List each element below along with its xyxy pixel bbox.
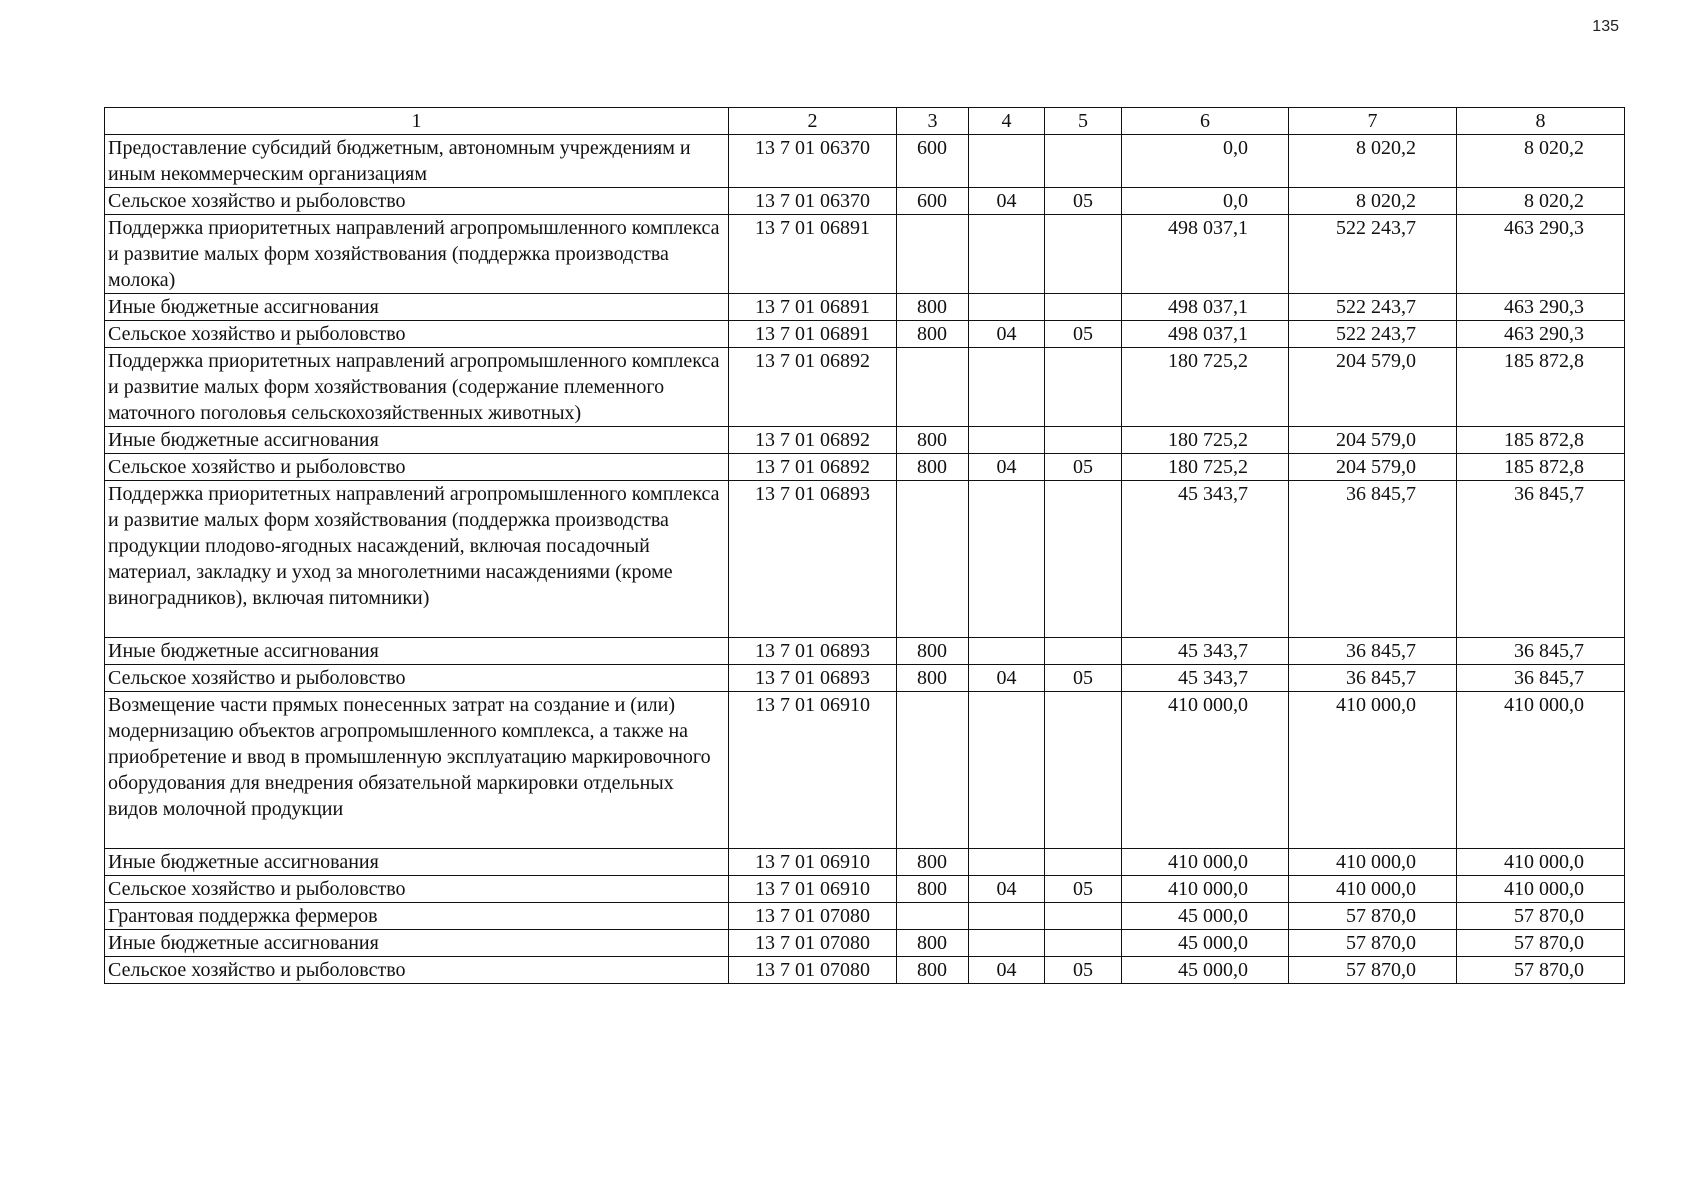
- row-code-cell: 13 7 01 06910: [729, 849, 897, 876]
- table-row: [105, 930, 1625, 957]
- row-subsection-cell: 05: [1045, 454, 1122, 481]
- table-row: [105, 692, 1625, 849]
- row-code-cell: 13 7 01 06893: [729, 665, 897, 692]
- row-section-cell: [969, 849, 1045, 876]
- row-name-cell: Грантовая поддержка фермеров: [105, 903, 729, 930]
- row-vr-cell: 800: [897, 930, 969, 957]
- table-row: [105, 665, 1625, 692]
- row-year3-cell: 185 872,8: [1457, 427, 1625, 454]
- row-code-cell: 13 7 01 06910: [729, 876, 897, 903]
- row-subsection-cell: 05: [1045, 188, 1122, 215]
- header-cell: 5: [1045, 108, 1122, 135]
- table-row: [105, 849, 1625, 876]
- row-year2-cell: 36 845,7: [1289, 481, 1457, 638]
- row-year2-cell: 36 845,7: [1289, 638, 1457, 665]
- row-name-cell: Поддержка приоритетных направлений агропромышленного комплекса и развитие малых форм хозяйствования (поддержка производства продукции плодово-ягодных насаждений, включая посадочный материал, закладку и уход за многолетними насаждениями (кроме виноградников), включая питомники): [105, 481, 729, 638]
- row-subsection-cell: [1045, 215, 1122, 294]
- row-vr-cell: [897, 692, 969, 849]
- row-vr-cell: 800: [897, 427, 969, 454]
- row-year1-cell: 45 000,0: [1122, 957, 1289, 984]
- row-year2-cell: 36 845,7: [1289, 665, 1457, 692]
- row-year1-cell: 45 343,7: [1122, 481, 1289, 638]
- row-subsection-cell: [1045, 692, 1122, 849]
- row-section-cell: 04: [969, 321, 1045, 348]
- header-cell: 6: [1122, 108, 1289, 135]
- row-year3-cell: 410 000,0: [1457, 849, 1625, 876]
- row-year2-cell: 57 870,0: [1289, 957, 1457, 984]
- row-subsection-cell: 05: [1045, 957, 1122, 984]
- row-section-cell: 04: [969, 188, 1045, 215]
- row-subsection-cell: [1045, 135, 1122, 188]
- row-year3-cell: 57 870,0: [1457, 903, 1625, 930]
- row-year3-cell: 185 872,8: [1457, 348, 1625, 427]
- row-section-cell: 04: [969, 454, 1045, 481]
- header-cell: 4: [969, 108, 1045, 135]
- row-code-cell: 13 7 01 06891: [729, 294, 897, 321]
- row-year3-cell: 410 000,0: [1457, 876, 1625, 903]
- budget-table: [104, 107, 1625, 984]
- row-section-cell: [969, 481, 1045, 638]
- row-code-cell: 13 7 01 06370: [729, 188, 897, 215]
- row-section-cell: [969, 930, 1045, 957]
- row-vr-cell: [897, 903, 969, 930]
- row-year2-cell: 57 870,0: [1289, 930, 1457, 957]
- row-year3-cell: 36 845,7: [1457, 638, 1625, 665]
- row-year1-cell: 410 000,0: [1122, 849, 1289, 876]
- row-subsection-cell: [1045, 849, 1122, 876]
- row-year3-cell: 463 290,3: [1457, 294, 1625, 321]
- row-vr-cell: 600: [897, 188, 969, 215]
- row-subsection-cell: [1045, 930, 1122, 957]
- row-year1-cell: 45 000,0: [1122, 903, 1289, 930]
- table-row: [105, 903, 1625, 930]
- table-row: [105, 188, 1625, 215]
- row-subsection-cell: [1045, 294, 1122, 321]
- row-name-cell: Сельское хозяйство и рыболовство: [105, 188, 729, 215]
- row-section-cell: [969, 903, 1045, 930]
- row-vr-cell: 800: [897, 454, 969, 481]
- table-row: [105, 427, 1625, 454]
- row-year2-cell: 522 243,7: [1289, 321, 1457, 348]
- row-subsection-cell: 05: [1045, 876, 1122, 903]
- header-cell: 7: [1289, 108, 1457, 135]
- row-year3-cell: 57 870,0: [1457, 930, 1625, 957]
- row-code-cell: 13 7 01 07080: [729, 930, 897, 957]
- row-year3-cell: 463 290,3: [1457, 215, 1625, 294]
- row-year3-cell: 185 872,8: [1457, 454, 1625, 481]
- row-year2-cell: 8 020,2: [1289, 188, 1457, 215]
- row-year3-cell: 463 290,3: [1457, 321, 1625, 348]
- row-name-cell: Поддержка приоритетных направлений агропромышленного комплекса и развитие малых форм хозяйствования (поддержка производства молока): [105, 215, 729, 294]
- header-cell: 1: [105, 108, 729, 135]
- row-year1-cell: 45 343,7: [1122, 638, 1289, 665]
- row-name-cell: Иные бюджетные ассигнования: [105, 930, 729, 957]
- row-subsection-cell: [1045, 348, 1122, 427]
- row-vr-cell: 800: [897, 321, 969, 348]
- row-name-cell: Сельское хозяйство и рыболовство: [105, 665, 729, 692]
- row-year1-cell: 45 000,0: [1122, 930, 1289, 957]
- row-section-cell: [969, 135, 1045, 188]
- row-year1-cell: 498 037,1: [1122, 294, 1289, 321]
- row-year2-cell: 204 579,0: [1289, 348, 1457, 427]
- row-code-cell: 13 7 01 06892: [729, 427, 897, 454]
- row-code-cell: 13 7 01 06891: [729, 321, 897, 348]
- row-year1-cell: 0,0: [1122, 188, 1289, 215]
- row-year2-cell: 410 000,0: [1289, 849, 1457, 876]
- table-body: [105, 135, 1625, 984]
- row-section-cell: 04: [969, 957, 1045, 984]
- row-section-cell: [969, 638, 1045, 665]
- header-row: [105, 108, 1625, 135]
- row-name-cell: Сельское хозяйство и рыболовство: [105, 454, 729, 481]
- row-year1-cell: 498 037,1: [1122, 215, 1289, 294]
- row-name-cell: Иные бюджетные ассигнования: [105, 294, 729, 321]
- row-code-cell: 13 7 01 06892: [729, 454, 897, 481]
- row-year2-cell: 522 243,7: [1289, 215, 1457, 294]
- row-year3-cell: 36 845,7: [1457, 481, 1625, 638]
- row-year2-cell: 204 579,0: [1289, 427, 1457, 454]
- row-vr-cell: 800: [897, 876, 969, 903]
- table-row: [105, 481, 1625, 638]
- row-year3-cell: 410 000,0: [1457, 692, 1625, 849]
- row-vr-cell: 800: [897, 665, 969, 692]
- row-section-cell: [969, 692, 1045, 849]
- row-name-cell: Предоставление субсидий бюджетным, автономным учреждениям и иным некоммерческим организациям: [105, 135, 729, 188]
- row-vr-cell: 800: [897, 849, 969, 876]
- row-vr-cell: 800: [897, 638, 969, 665]
- row-code-cell: 13 7 01 07080: [729, 903, 897, 930]
- row-subsection-cell: [1045, 638, 1122, 665]
- row-vr-cell: 600: [897, 135, 969, 188]
- row-name-cell: Иные бюджетные ассигнования: [105, 638, 729, 665]
- row-year2-cell: 204 579,0: [1289, 454, 1457, 481]
- row-name-cell: Сельское хозяйство и рыболовство: [105, 876, 729, 903]
- row-name-cell: Иные бюджетные ассигнования: [105, 427, 729, 454]
- row-year1-cell: 498 037,1: [1122, 321, 1289, 348]
- table-row: [105, 454, 1625, 481]
- row-section-cell: [969, 427, 1045, 454]
- row-section-cell: [969, 348, 1045, 427]
- table-row: [105, 348, 1625, 427]
- table-row: [105, 294, 1625, 321]
- row-year1-cell: 180 725,2: [1122, 348, 1289, 427]
- row-year3-cell: 36 845,7: [1457, 665, 1625, 692]
- table-row: [105, 957, 1625, 984]
- table-row: [105, 638, 1625, 665]
- row-year1-cell: 0,0: [1122, 135, 1289, 188]
- row-section-cell: [969, 215, 1045, 294]
- row-vr-cell: 800: [897, 957, 969, 984]
- row-year2-cell: 410 000,0: [1289, 876, 1457, 903]
- row-name-cell: Иные бюджетные ассигнования: [105, 849, 729, 876]
- row-year1-cell: 180 725,2: [1122, 427, 1289, 454]
- row-subsection-cell: [1045, 427, 1122, 454]
- table-row: [105, 321, 1625, 348]
- row-year2-cell: 8 020,2: [1289, 135, 1457, 188]
- row-year1-cell: 410 000,0: [1122, 692, 1289, 849]
- row-year1-cell: 410 000,0: [1122, 876, 1289, 903]
- header-cell: 8: [1457, 108, 1625, 135]
- row-vr-cell: [897, 348, 969, 427]
- row-year1-cell: 45 343,7: [1122, 665, 1289, 692]
- row-vr-cell: 800: [897, 294, 969, 321]
- row-year2-cell: 522 243,7: [1289, 294, 1457, 321]
- row-name-cell: Сельское хозяйство и рыболовство: [105, 321, 729, 348]
- row-vr-cell: [897, 481, 969, 638]
- header-cell: 3: [897, 108, 969, 135]
- row-code-cell: 13 7 01 06893: [729, 638, 897, 665]
- row-subsection-cell: 05: [1045, 321, 1122, 348]
- row-code-cell: 13 7 01 06370: [729, 135, 897, 188]
- row-year3-cell: 57 870,0: [1457, 957, 1625, 984]
- row-year3-cell: 8 020,2: [1457, 135, 1625, 188]
- row-subsection-cell: [1045, 903, 1122, 930]
- row-section-cell: 04: [969, 665, 1045, 692]
- row-code-cell: 13 7 01 06891: [729, 215, 897, 294]
- row-code-cell: 13 7 01 06893: [729, 481, 897, 638]
- row-year3-cell: 8 020,2: [1457, 188, 1625, 215]
- row-name-cell: Поддержка приоритетных направлений агропромышленного комплекса и развитие малых форм хозяйствования (содержание племенного маточного поголовья сельскохозяйственных животных): [105, 348, 729, 427]
- table-row: [105, 135, 1625, 188]
- row-section-cell: 04: [969, 876, 1045, 903]
- row-year2-cell: 57 870,0: [1289, 903, 1457, 930]
- row-vr-cell: [897, 215, 969, 294]
- row-code-cell: 13 7 01 06892: [729, 348, 897, 427]
- row-subsection-cell: [1045, 481, 1122, 638]
- row-name-cell: Сельское хозяйство и рыболовство: [105, 957, 729, 984]
- page-number: 135: [1592, 18, 1619, 35]
- header-cell: 2: [729, 108, 897, 135]
- table-row: [105, 215, 1625, 294]
- row-year1-cell: 180 725,2: [1122, 454, 1289, 481]
- row-code-cell: 13 7 01 06910: [729, 692, 897, 849]
- row-name-cell: Возмещение части прямых понесенных затрат на создание и (или) модернизацию объектов агропромышленного комплекса, а также на приобретение и ввод в промышленную эксплуатацию маркировочного оборудования для внедрения обязательной маркировки отдельных видов молочной продукции: [105, 692, 729, 849]
- row-code-cell: 13 7 01 07080: [729, 957, 897, 984]
- table-row: [105, 876, 1625, 903]
- row-year2-cell: 410 000,0: [1289, 692, 1457, 849]
- row-subsection-cell: 05: [1045, 665, 1122, 692]
- row-section-cell: [969, 294, 1045, 321]
